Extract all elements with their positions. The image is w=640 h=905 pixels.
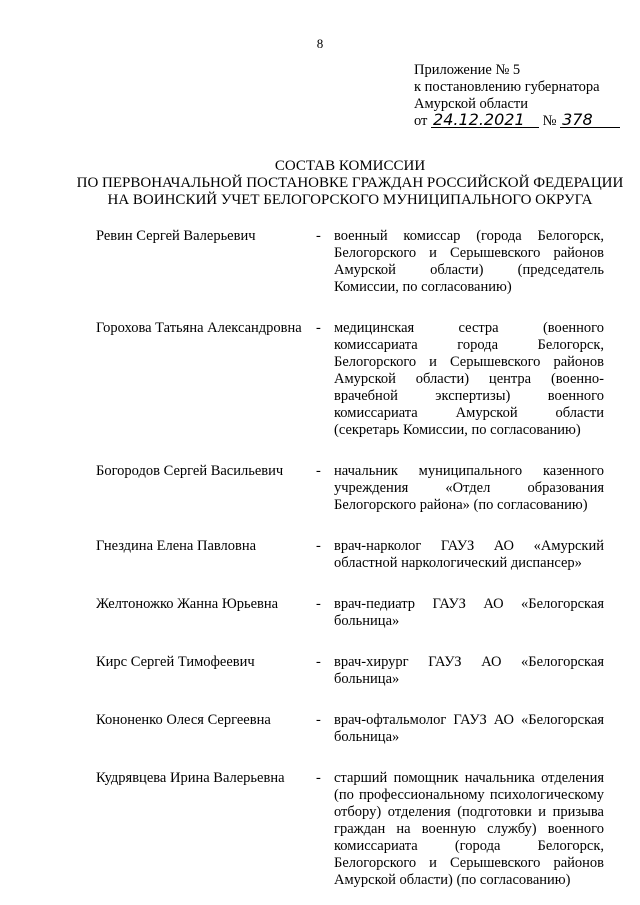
member-name: Кононенко Олеся Сергеевна [96,712,271,728]
title-line-1: СОСТАВ КОМИССИИ [274,158,426,174]
member-role: начальник муниципального казенного учреждения «Отдел образования Белогорского района» (по согласованию) [334,463,604,513]
appendix-title: Приложение № 5 [414,62,521,78]
appendix-date-line [414,110,620,130]
member-row [96,770,604,889]
member-row [96,538,604,572]
document-title [60,158,640,209]
title-line-2: ПО ПЕРВОНАЧАЛЬНОЙ ПОСТАНОВКЕ ГРАЖДАН РОССИЙСКОЙ ФЕДЕРАЦИИ [76,175,624,191]
appendix-header [414,62,620,130]
member-name: Ревин Сергей Валерьевич [96,228,256,244]
member-name: Богородов Сергей Васильевич [96,463,284,479]
member-row [96,228,604,296]
member-row [96,654,604,688]
page-number: 8 [316,36,324,51]
number-label: № [542,113,557,129]
member-name: Горохова Татьяна Александровна [96,320,302,336]
member-row [96,320,604,439]
member-dash: - [316,654,321,670]
title-line-3: НА ВОИНСКИЙ УЧЕТ БЕЛОГОРСКОГО МУНИЦИПАЛЬНОГО ОКРУГА [107,192,593,208]
member-dash: - [316,596,321,612]
member-dash: - [316,463,321,479]
member-role: врач-офтальмолог ГАУЗ АО «Белогорская больница» [334,712,604,745]
member-dash: - [316,320,321,336]
member-dash: - [316,538,321,554]
appendix-region-line: Амурской области [414,96,528,112]
member-role: старший помощник начальника отделения (по профессиональному психологическому отбору) отделения (подготовки и призыва граждан на военную службу) военного комиссариата (города Белогорск, Белогорского и Серышевского районов Амурской области) (по согласованию) [334,770,604,888]
member-dash: - [316,228,321,244]
handwritten-date: 24.12.2021 [431,113,539,128]
member-role: врач-педиатр ГАУЗ АО «Белогорская больница» [334,596,604,629]
member-row [96,596,604,630]
member-name: Кудрявцева Ирина Валерьевна [96,770,285,786]
member-dash: - [316,712,321,728]
member-role: военный комиссар (города Белогорск, Белогорского и Серышевского районов Амурской области) (председатель Комиссии, по согласованию) [334,228,604,295]
member-role: врач-нарколог ГАУЗ АО «Амурский областной наркологический диспансер» [334,538,604,571]
member-row [96,463,604,514]
appendix-decree-line: к постановлению губернатора [414,79,600,95]
members-list [96,228,604,889]
member-row [96,712,604,746]
member-name: Кирс Сергей Тимофеевич [96,654,255,670]
member-dash: - [316,770,321,786]
member-name: Желтоножко Жанна Юрьевна [96,596,279,612]
handwritten-number: 378 [560,113,620,128]
member-role: врач-хирург ГАУЗ АО «Белогорская больница» [334,654,604,687]
member-name: Гнездина Елена Павловна [96,538,257,554]
from-label: от [414,113,428,129]
member-role: медицинская сестра (военного комиссариата города Белогорск, Белогорского и Серышевского районов Амурской области) центра (военно-врачебной экспертизы) военного комиссариата Амурской области (секретарь Комиссии, по согласованию) [334,320,604,438]
